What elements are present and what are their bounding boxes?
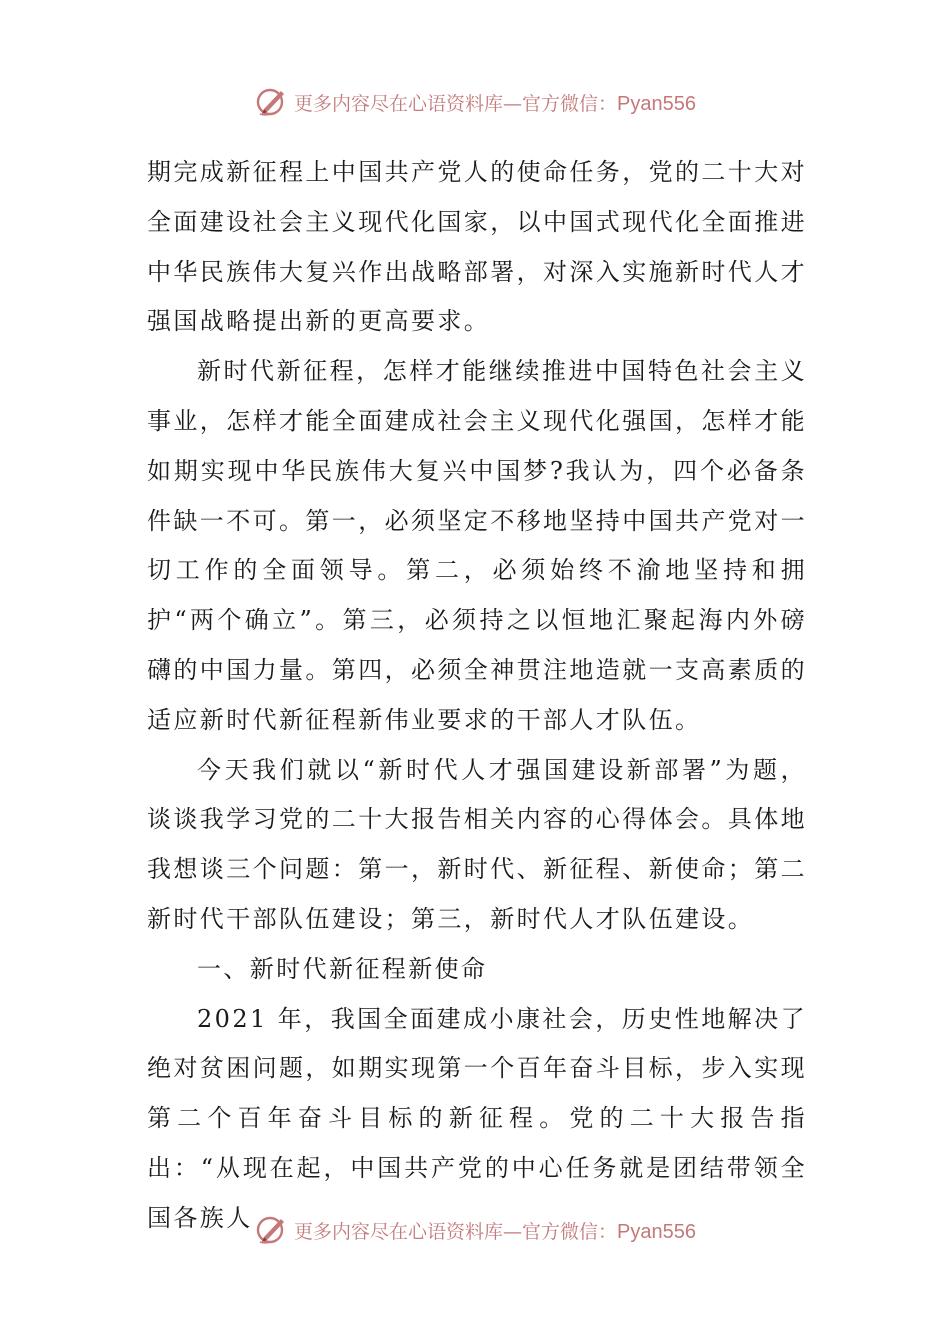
header-watermark-text: 更多内容尽在心语资料库—官方微信：Pyan556 (294, 92, 696, 115)
pen-logo-icon (254, 85, 288, 119)
document-body (147, 148, 807, 1244)
paragraph-2: 新时代新征程，怎样才能继续推进中国特色社会主义事业，怎样才能全面建成社会主义现代化强国，怎样才能如期实现中华民族伟大复兴中国梦?我认为，四个必备条件缺一不可。第一，必须坚定不移地坚持中国共产党对一切工作的全面领导。第二，必须始终不渝地坚持和拥护“两个确立”。第三，必须持之以恒地汇聚起海内外磅礴的中国力量。第四，必须全神贯注地造就一支高素质的适应新时代新征程新伟业要求的干部人才队伍。 (147, 357, 807, 734)
paragraph-4: 2021 年，我国全面建成小康社会，历史性地解决了绝对贫困问题，如期实现第一个百年奋斗目标，步入实现第二个百年奋斗目标的新征程。党的二十大报告指出：“从现在起，中国共产党的中心任务就是团结带领全国各族人 (147, 1004, 807, 1232)
paragraph-3: 今天我们就以“新时代人才强国建设新部署”为题，谈谈我学习党的二十大报告相关内容的心得体会。具体地我想谈三个问题：第一，新时代、新征程、新使命；第二新时代干部队伍建设；第三，新时代人才队伍建设。 (147, 755, 807, 933)
paragraph-1: 期完成新征程上中国共产党人的使命任务，党的二十大对全面建设社会主义现代化国家，以中国式现代化全面推进中华民族伟大复兴作出战略部署，对深入实施新时代人才强国战略提出新的更高要求。 (147, 158, 807, 336)
pen-logo-icon (254, 1213, 288, 1247)
footer-watermark-text: 更多内容尽在心语资料库—官方微信：Pyan556 (294, 1220, 696, 1243)
footer-watermark-banner (0, 1210, 950, 1250)
section-heading: 一、新时代新征程新使命 (197, 954, 488, 983)
header-watermark-banner (0, 82, 950, 122)
